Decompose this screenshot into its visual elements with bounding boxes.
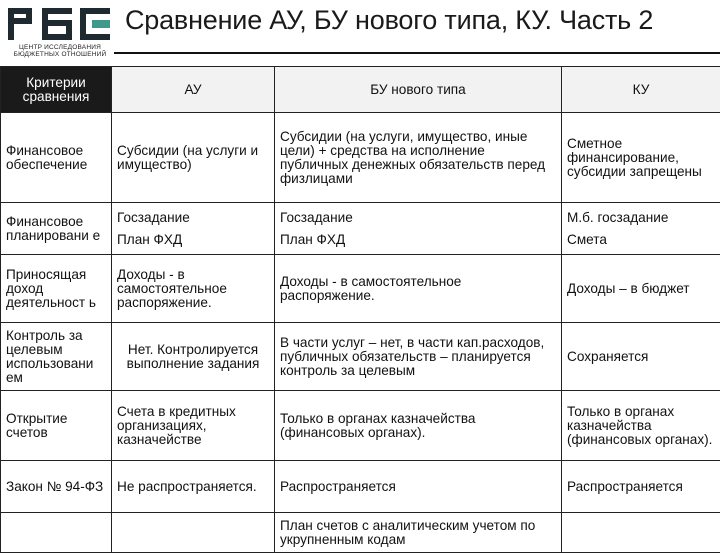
column-header-bu: БУ нового типа <box>275 67 562 113</box>
cell-au: Нет. Контролируется выполнение задания <box>112 323 275 391</box>
cell-bu: Субсидии (на услуги, имущество, иные цели) + средства на исполнение публичных денежных обязательств перед физлицами <box>275 113 562 203</box>
slide-title: Сравнение АУ, БУ нового типа, КУ. Часть 2 <box>125 5 653 36</box>
row-criterion: Финансовое обеспечение <box>1 113 112 203</box>
row-criterion: Закон № 94-ФЗ <box>1 461 112 513</box>
cell-ku: Сохраняется <box>562 323 720 391</box>
rbs-logo-mark <box>2 4 114 44</box>
table-row <box>1 461 720 513</box>
cell-bu <box>275 203 562 255</box>
logo-text-line2: БЮДЖЕТНЫХ ОТНОШЕНИЙ <box>6 51 114 58</box>
cell-bu: В части услуг – нет, в части кап.расходов, публичных обязательств – планируется контроль за целевым <box>275 323 562 391</box>
table-row <box>1 203 720 255</box>
comparison-table <box>0 66 720 553</box>
cell-ku-line: М.б. госзадание <box>567 211 715 225</box>
cell-au: Доходы - в самостоятельное распоряжение. <box>112 255 275 323</box>
cell-bu: Только в органах казначейства (финансовых органах). <box>275 391 562 461</box>
table-row <box>1 113 720 203</box>
slide-header <box>0 0 720 64</box>
column-header-ku: КУ <box>562 67 720 113</box>
cell-au-line: План ФХД <box>117 233 269 247</box>
cell-ku: Сметное финансирование, субсидии запрещены <box>562 113 720 203</box>
row-criterion: Финансовое планировани е <box>1 203 112 255</box>
cell-ku: Доходы – в бюджет <box>562 255 720 323</box>
cell-bu-line: План ФХД <box>280 233 556 247</box>
title-underline <box>114 52 720 54</box>
row-criterion: Открытие счетов <box>1 391 112 461</box>
column-header-au: АУ <box>112 67 275 113</box>
cell-ku <box>562 513 720 553</box>
table-row <box>1 513 720 553</box>
cell-bu: Распространяется <box>275 461 562 513</box>
cell-ku <box>562 203 720 255</box>
row-criterion: Приносящая доход деятельност ь <box>1 255 112 323</box>
cell-au-line: Госзадание <box>117 211 269 225</box>
cell-bu: Доходы - в самостоятельное распоряжение. <box>275 255 562 323</box>
table-row <box>1 255 720 323</box>
cell-au <box>112 513 275 553</box>
table-row <box>1 391 720 461</box>
row-criterion <box>1 513 112 553</box>
cell-bu-line: Госзадание <box>280 211 556 225</box>
logo-text-line1: ЦЕНТР ИССЛЕДОВАНИЯ <box>6 44 114 51</box>
table-row <box>1 323 720 391</box>
cell-ku-line: Смета <box>567 233 715 247</box>
cell-ku: Только в органах казначейства (финансовых органах). <box>562 391 720 461</box>
cell-au: Субсидии (на услуги и имущество) <box>112 113 275 203</box>
cell-bu: План счетов с аналитическим учетом по укрупненным кодам <box>275 513 562 553</box>
logo <box>2 4 114 60</box>
row-criterion: Контроль за целевым использовани ем <box>1 323 112 391</box>
cell-ku: Распространяется <box>562 461 720 513</box>
cell-au: Счета в кредитных организациях, казначействе <box>112 391 275 461</box>
column-header-criteria: Критерии сравнения <box>1 67 112 113</box>
table-header-row <box>1 67 720 113</box>
cell-au: Не распространяется. <box>112 461 275 513</box>
cell-au <box>112 203 275 255</box>
